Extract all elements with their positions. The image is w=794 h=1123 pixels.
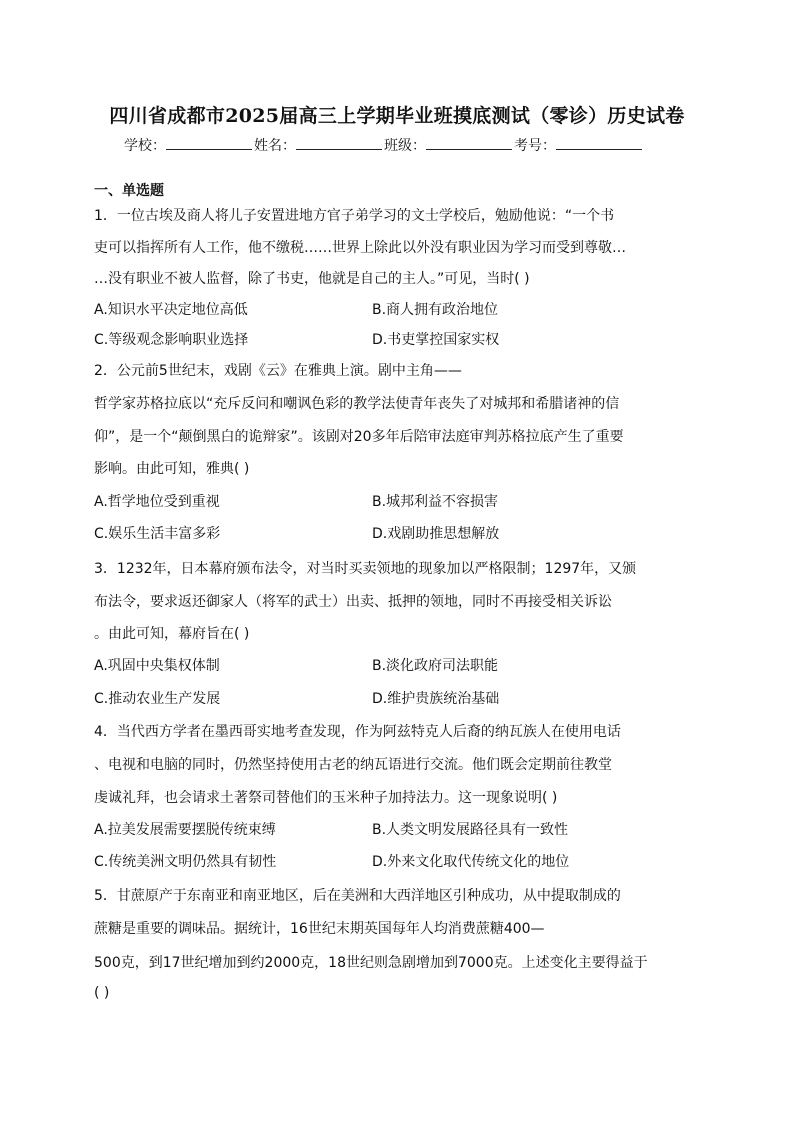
question-4-line-1: 4．当代西方学者在墨西哥实地考查发现，作为阿兹特克人后裔的纳瓦族人在使用电话 [94, 724, 621, 740]
question-2-line-3: 仰”，是一个“颠倒黑白的诡辩家”。该剧对20多年后陪审法庭审判苏格拉底产生了重要 [94, 429, 624, 445]
question-1-option-a: A.知识水平决定地位高低 [94, 302, 248, 318]
question-4-option-a: A.拉美发展需要摆脱传统束缚 [94, 822, 276, 838]
question-5-line-2: 蔗糖是重要的调味品。据统计，16世纪末期英国每年人均消费蔗糖400— [94, 921, 545, 937]
question-2-option-b: B.城邦利益不容损害 [372, 494, 499, 510]
name-blank [296, 135, 382, 150]
question-3-option-b: B.淡化政府司法职能 [372, 658, 499, 674]
question-3-option-c: C.推动农业生产发展 [94, 691, 221, 707]
question-4-line-2: 、电视和电脑的同时，仍然坚持使用古老的纳瓦语进行交流。他们既会定期前往教堂 [94, 757, 612, 773]
section-heading: 一、单选题 [94, 183, 164, 199]
question-3-line-3: 。由此可知，幕府旨在( ) [94, 626, 250, 642]
question-1-line-2: 吏可以指挥所有人工作，他不缴税……世界上除此以外没有职业因为学习而受到尊敬… [94, 240, 626, 256]
question-4-option-d: D.外来文化取代传统文化的地位 [372, 854, 570, 870]
question-3-option-d: D.维护贵族统治基础 [372, 691, 500, 707]
question-1-line-3: …没有职业不被人监督，除了书吏，他就是自己的主人。”可见，当时( ) [94, 271, 530, 287]
question-1-option-b: B.商人拥有政治地位 [372, 302, 499, 318]
school-label: 学校： [124, 138, 166, 154]
question-2-option-d: D.戏剧助推思想解放 [372, 526, 500, 542]
question-5-line-4: ( ) [94, 985, 110, 1001]
question-1-option-d: D.书吏掌控国家实权 [372, 332, 500, 348]
question-3-line-1: 3．1232年，日本幕府颁布法令，对当时买卖领地的现象加以严格限制；1297年，又颁 [94, 561, 637, 577]
question-4-option-b: B.人类文明发展路径具有一致性 [372, 822, 569, 838]
class-label: 班级： [384, 138, 426, 154]
question-2-option-a: A.哲学地位受到重视 [94, 494, 220, 510]
name-label: 姓名： [254, 138, 296, 154]
page-title: 四川省成都市2025届高三上学期毕业班摸底测试（零诊）历史试卷 [109, 105, 685, 127]
question-2-line-4: 影响。由此可知，雅典( ) [94, 461, 250, 477]
question-5-line-3: 500克，到17世纪增加到约2000克，18世纪则急剧增加到7000克。上述变化主要得益于 [94, 955, 648, 971]
question-1-option-c: C.等级观念影响职业选择 [94, 332, 249, 348]
student-info-line [124, 135, 644, 155]
question-2-line-2: 哲学家苏格拉底以“充斥反问和嘲讽色彩的教学法使青年丧失了对城邦和希腊诸神的信 [94, 396, 620, 412]
question-4-line-3: 虔诚礼拜，也会请求土著祭司替他们的玉米种子加持法力。这一现象说明( ) [94, 790, 558, 806]
school-blank [166, 135, 252, 150]
question-2-option-c: C.娱乐生活丰富多彩 [94, 526, 221, 542]
question-3-option-a: A.巩固中央集权体制 [94, 658, 220, 674]
class-blank [426, 135, 512, 150]
number-blank [556, 135, 642, 150]
question-5-line-1: 5．甘蔗原产于东南亚和南亚地区，后在美洲和大西洋地区引种成功，从中提取制成的 [94, 888, 621, 904]
number-label: 考号： [514, 138, 556, 154]
question-4-option-c: C.传统美洲文明仍然具有韧性 [94, 854, 277, 870]
question-1-line-1: 1．一位古埃及商人将儿子安置进地方官子弟学习的文士学校后，勉励他说：“一个书 [94, 208, 615, 224]
question-2-line-1: 2．公元前5世纪末，戏剧《云》在雅典上演。剧中主角—— [94, 363, 462, 379]
question-3-line-2: 布法令，要求返还御家人（将军的武士）出卖、抵押的领地，同时不再接受相关诉讼 [94, 594, 612, 610]
